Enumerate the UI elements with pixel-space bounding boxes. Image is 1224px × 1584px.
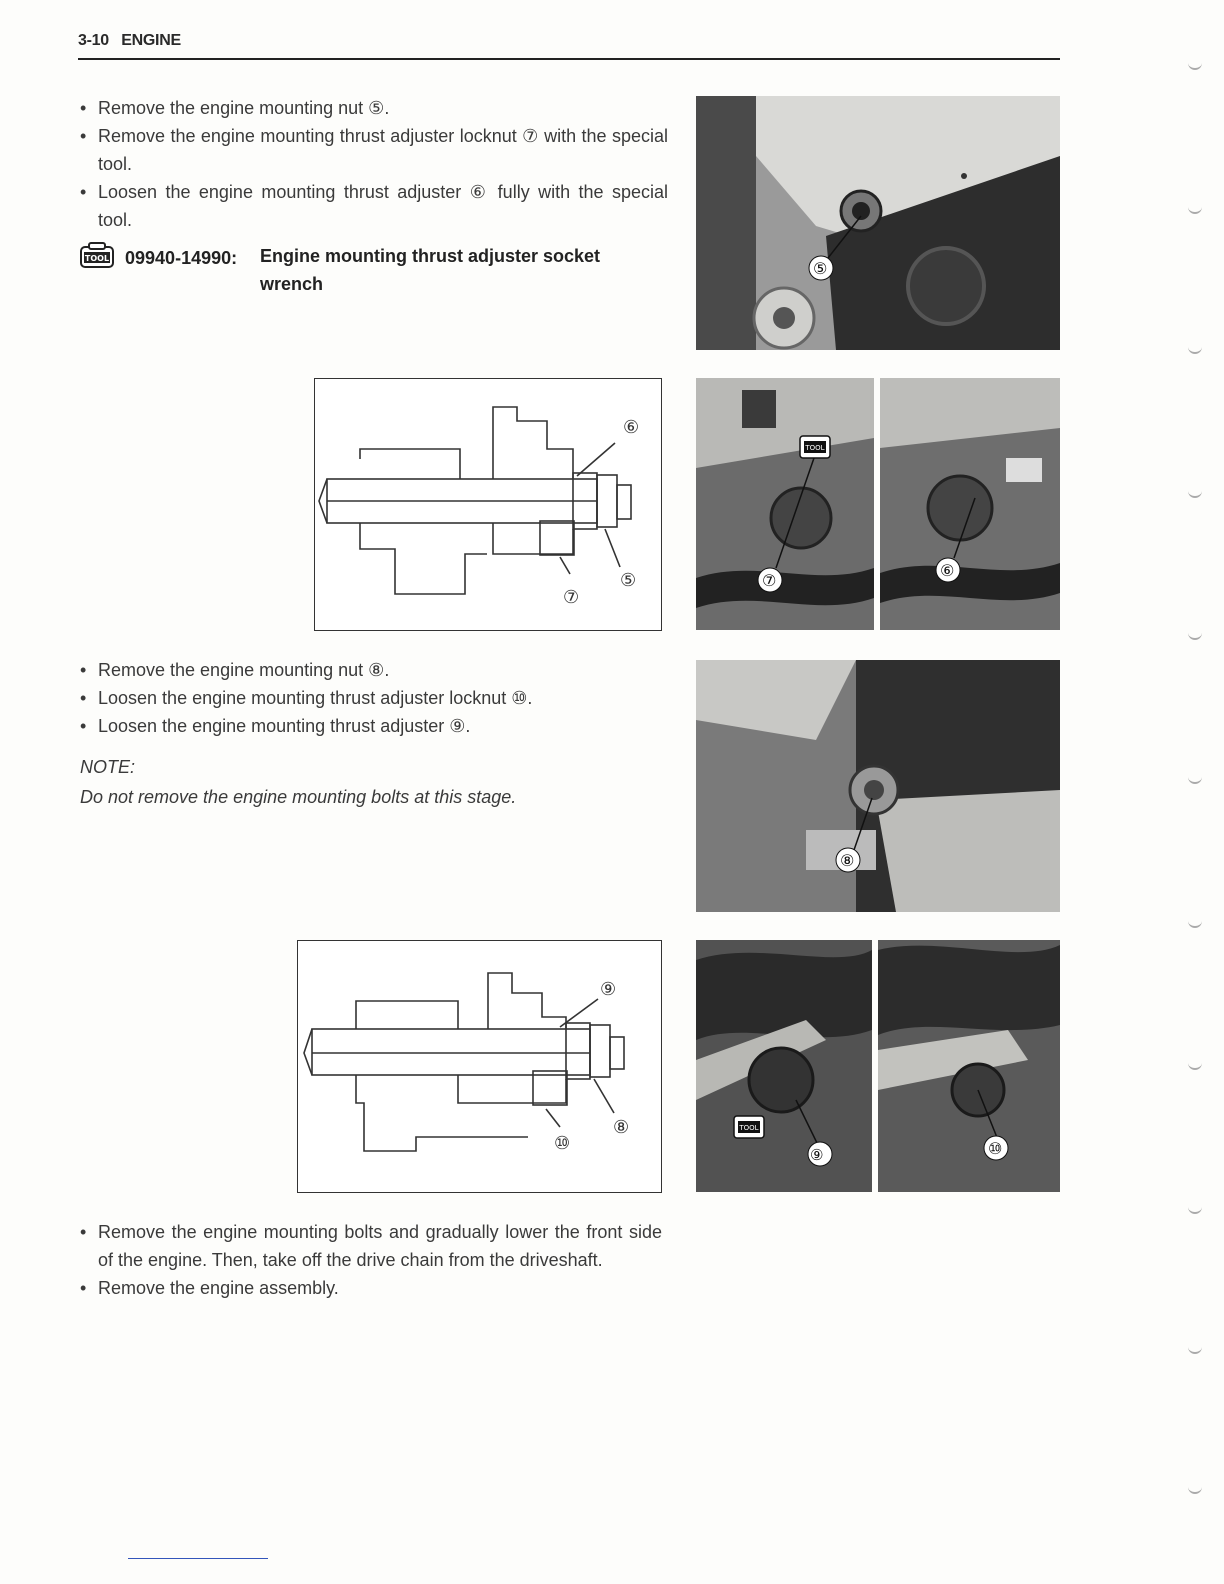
tool-code: 09940-14990: bbox=[125, 247, 238, 268]
special-tool bbox=[80, 242, 601, 294]
callout-8: ⑧ bbox=[613, 1117, 630, 1138]
page-number: 3-10 bbox=[78, 32, 109, 49]
page-header bbox=[78, 32, 1060, 60]
photo-locknut-adjuster bbox=[696, 378, 1060, 630]
tool-name: Engine mounting thrust adjuster socket wrench bbox=[260, 246, 601, 294]
photo-adjuster-locknut-10 bbox=[696, 940, 1060, 1192]
binding-mark bbox=[1188, 776, 1202, 784]
photo-mount-nut-8 bbox=[696, 660, 1060, 912]
section-title: ENGINE bbox=[121, 32, 181, 49]
list-item: • Remove the engine assembly. bbox=[78, 1274, 662, 1302]
binding-mark bbox=[1188, 632, 1202, 640]
callout-9: ⑨ bbox=[600, 979, 617, 1000]
note bbox=[80, 752, 516, 812]
binding-mark bbox=[1188, 1062, 1202, 1070]
binding-mark bbox=[1188, 346, 1202, 354]
callout-5: ⑤ bbox=[620, 570, 637, 591]
list-item: • Remove the engine mounting nut ⑧. bbox=[78, 656, 668, 684]
binding-mark bbox=[1188, 490, 1202, 498]
photo-engine-mount-nut bbox=[696, 96, 1060, 350]
list-item: • Loosen the engine mounting thrust adjuster locknut ⑩. bbox=[78, 684, 668, 712]
note-text: Do not remove the engine mounting bolts at this stage. bbox=[80, 787, 517, 807]
photo-tool-label: TOOL bbox=[805, 444, 825, 452]
binding-mark bbox=[1188, 920, 1202, 928]
binding-mark bbox=[1188, 1346, 1202, 1354]
tool-icon bbox=[80, 242, 114, 276]
callout-7: ⑦ bbox=[563, 587, 580, 608]
list-item: • Remove the engine mounting nut ⑤. bbox=[78, 94, 668, 122]
tool-icon-label: TOOL bbox=[84, 254, 110, 263]
note-title: NOTE: bbox=[80, 757, 136, 777]
callout-10: ⑩ bbox=[554, 1133, 571, 1154]
instruction-list-3 bbox=[78, 1218, 662, 1302]
instruction-list-1 bbox=[78, 94, 668, 234]
cross-section-diagram-2 bbox=[297, 940, 662, 1193]
list-item: • Loosen the engine mounting thrust adjuster ⑨. bbox=[78, 712, 668, 740]
list-item: • Remove the engine mounting thrust adjuster locknut ⑦ with the special tool. bbox=[78, 122, 668, 178]
list-item: • Remove the engine mounting bolts and gradually lower the front side of the engine. Then, take off the drive chain from the driveshaft. bbox=[78, 1218, 662, 1274]
binding-mark bbox=[1188, 1206, 1202, 1214]
callout-6: ⑥ bbox=[623, 417, 640, 438]
photo-callout-10: ⑨ bbox=[810, 1146, 824, 1164]
cross-section-diagram-1 bbox=[314, 378, 662, 631]
photo-callout-5: ⑤ bbox=[813, 259, 828, 278]
binding-mark bbox=[1188, 62, 1202, 70]
photo-callout-6: ⑥ bbox=[940, 561, 955, 580]
footer-rule bbox=[128, 1558, 268, 1559]
photo-tool-label-2: TOOL bbox=[739, 1124, 759, 1132]
photo-callout-7: ⑦ bbox=[762, 571, 777, 590]
list-item: • Loosen the engine mounting thrust adjuster ⑥ fully with the special tool. bbox=[78, 178, 668, 234]
instruction-list-2 bbox=[78, 656, 668, 740]
binding-mark bbox=[1188, 1486, 1202, 1494]
binding-mark bbox=[1188, 206, 1202, 214]
photo-callout-8: ⑧ bbox=[840, 851, 855, 870]
photo-callout-9: ⑩ bbox=[988, 1139, 1003, 1158]
